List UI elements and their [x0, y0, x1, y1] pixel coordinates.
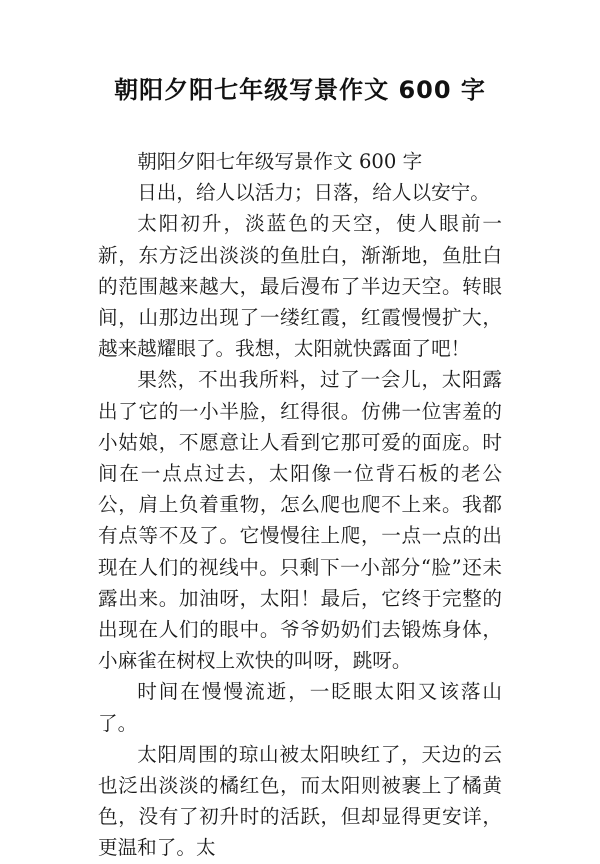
- paragraph-time-passes: 时间在慢慢流逝，一眨眼太阳又该落山了。: [98, 680, 502, 735]
- paragraph-subtitle: 朝阳夕阳七年级写景作文 600 字: [137, 150, 423, 173]
- document-body: [98, 146, 502, 864]
- document-title: 朝阳夕阳七年级写景作文 600 字: [114, 76, 486, 104]
- paragraph-sunset: 太阳周围的琼山被太阳映红了，天边的云也泛出淡淡的橘红色，而太阳则被裹上了橘黄色，没有了初升时的活跃，但却显得更安详，更温和了。太: [98, 742, 502, 860]
- paragraph-intro: 日出，给人以活力；日落，给人以安宁。: [137, 181, 490, 205]
- paragraph-sun-appears: 果然，不出我所料，过了一会儿，太阳露出了它的一小半脸，红得很。仿佛一位害羞的小姑娘，不愿意让人看到它那可爱的面庞。时间在一点点过去，太阳像一位背石板的老公公，肩上负着重物，怎么爬也爬不上来。我都有点等不及了。它慢慢往上爬，一点一点的出现在人们的视线中。只剩下一小部分“脸”还未露出来。加油呀，太阳！最后，它终于完整的出现在人们的眼中。爷爷奶奶们去锻炼身体，小麻雀在树杈上欢快的叫呀，跳呀。: [98, 368, 502, 673]
- paragraph-sunrise: 太阳初升，淡蓝色的天空，使人眼前一新，东方泛出淡淡的鱼肚白，渐渐地，鱼肚白的范围越来越大，最后漫布了半边天空。转眼间，山那边出现了一缕红霞，红霞慢慢扩大，越来越耀眼了。我想，太阳就快露面了吧！: [98, 212, 502, 361]
